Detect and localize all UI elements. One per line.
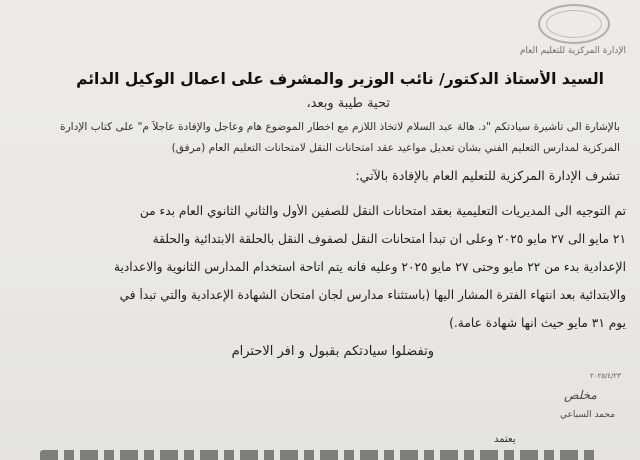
signature-name: محمد السباعي bbox=[560, 410, 616, 420]
body-line-5: يوم ٣١ مايو حيث انها شهادة عامة.) bbox=[449, 316, 626, 330]
reference-line-1: بالإشارة الى تأشيرة سيادتكم "د. هالة عبد السلام لاتخاذ اللازم مع اخطار الموضوع هام وعاجل والإفادة عاجلاً م" على كتاب الإدارة bbox=[60, 121, 620, 133]
signature-mark: مخلص bbox=[564, 388, 597, 402]
letter-addressee: السيد الأستاذ الدكتور/ نائب الوزير والمشرف على اعمال الوكيل الدائم bbox=[76, 70, 604, 88]
ministry-seal-logo bbox=[538, 4, 610, 44]
body-line-2: ٢١ مايو الى ٢٧ مايو ٢٠٢٥ وعلى ان تبدأ امتحانات النقل لصفوف النقل بالحلقة الابتدائية والحلقة bbox=[152, 232, 626, 246]
body-line-3: الإعدادية بدء من ٢٢ مايو وحتى ٢٧ مايو ٢٠٢٥ وعليه فانه يتم اتاحة استخدام المدارس الثانوية والاعدادية bbox=[113, 260, 626, 274]
signature-block bbox=[556, 388, 636, 434]
letter-date: ٢٠٢٥/٤/٢٣ bbox=[590, 372, 622, 380]
department-header: الإدارة المركزية للتعليم العام bbox=[519, 46, 626, 56]
endorsement-label: يعتمد bbox=[494, 434, 516, 445]
letter-closing: وتفضلوا سيادتكم بقبول و افر الاحترام bbox=[231, 344, 434, 359]
seal-inner-ring bbox=[546, 10, 602, 38]
body-line-1: تم التوجيه الى المديريات التعليمية بعقد امتحانات النقل للصفين الأول والثاني الثانوي العام بدء من bbox=[139, 204, 626, 218]
cut-off-text-line bbox=[40, 450, 600, 460]
letter-greeting: تحية طيبة وبعد، bbox=[306, 96, 390, 111]
body-line-4: والابتدائية بعد انتهاء الفترة المشار اليها (باستثناء مدارس لجان امتحان الشهادة الإعدادية والتي تبدأ في bbox=[119, 288, 626, 302]
honor-line: تشرف الإدارة المركزية للتعليم العام بالإفادة بالآتي: bbox=[355, 168, 620, 183]
reference-line-2: المركزية لمدارس التعليم الفني بشأن تعديل مواعيد عقد امتحانات النقل لامتحانات التعليم العام (مرفق) bbox=[171, 142, 620, 154]
